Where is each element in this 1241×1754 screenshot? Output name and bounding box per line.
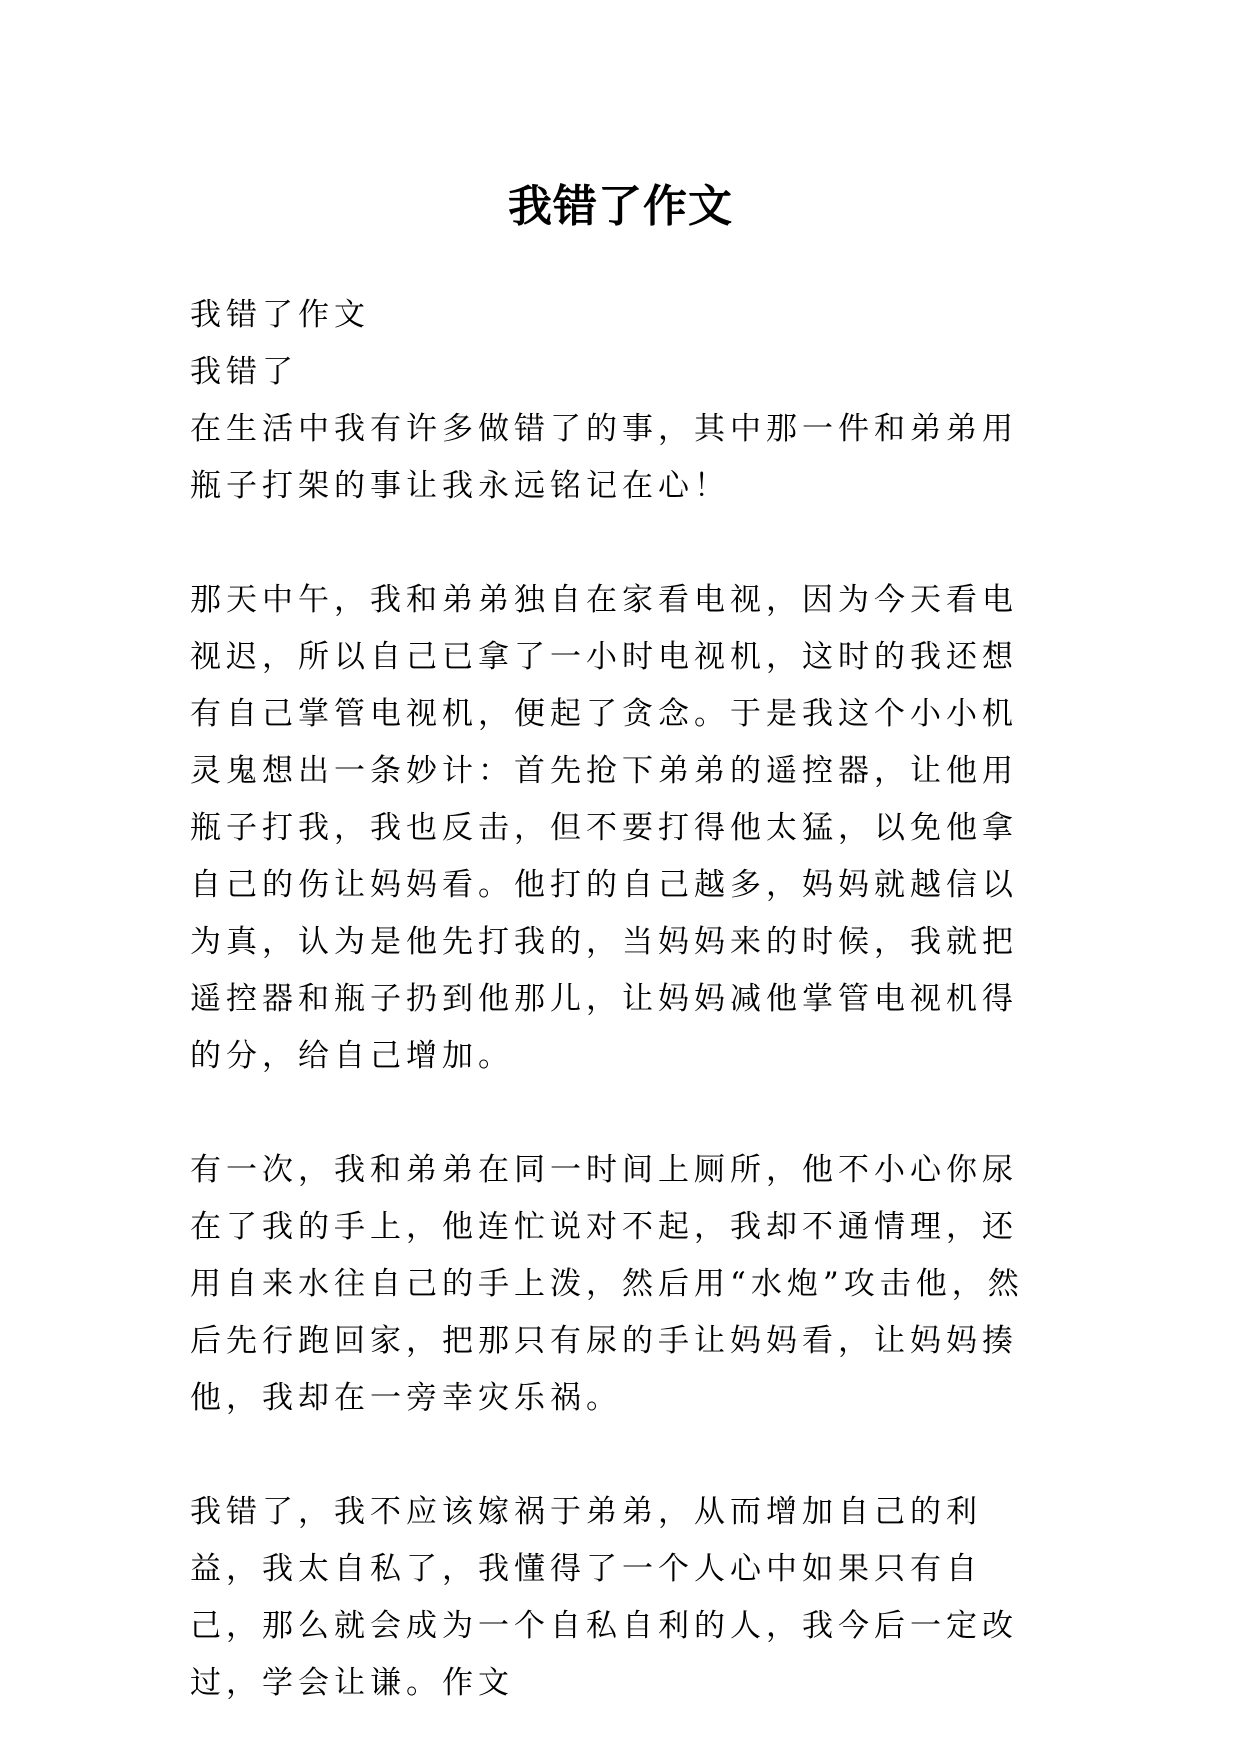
document-title: 我错了作文 xyxy=(508,181,733,233)
paragraph-2: 那天中午，我和弟弟独自在家看电视，因为今天看电视迟，所以自己已拿了一小时电视机，这时的我还想有自己掌管电视机，便起了贪念。于是我这个小小机灵鬼想出一条妙计：首先抢下弟弟的遥控器，让他用瓶子打我，我也反击，但不要打得他太猛，以免他拿自己的伤让妈妈看。他打的自己越多，妈妈就越信以为真，认为是他先打我的，当妈妈来的时候，我就把遥控器和瓶子扔到他那儿，让妈妈减他掌管电视机得的分，给自己增加。 xyxy=(190,582,1018,1074)
subtitle-line: 我错了作文 xyxy=(190,297,370,333)
paragraph-3: 有一次，我和弟弟在同一时间上厕所，他不小心你尿在了我的手上，他连忙说对不起，我却不通情理，还用自来水往自己的手上泼，然后用“水炮”攻击他，然后先行跑回家，把那只有尿的手让妈妈看，让妈妈揍他，我却在一旁幸灾乐祸。 xyxy=(190,1152,1024,1416)
heading-line: 我错了 xyxy=(190,354,298,390)
document-body xyxy=(190,287,1050,1712)
paragraph-4: 我错了，我不应该嫁祸于弟弟，从而增加自己的利益，我太自私了，我懂得了一个人心中如果只有自己，那么就会成为一个自私自利的人，我今后一定改过，学会让谦。作文 xyxy=(190,1494,1018,1701)
paragraph-1: 在生活中我有许多做错了的事，其中那一件和弟弟用瓶子打架的事让我永远铭记在心！ xyxy=(190,411,1018,504)
